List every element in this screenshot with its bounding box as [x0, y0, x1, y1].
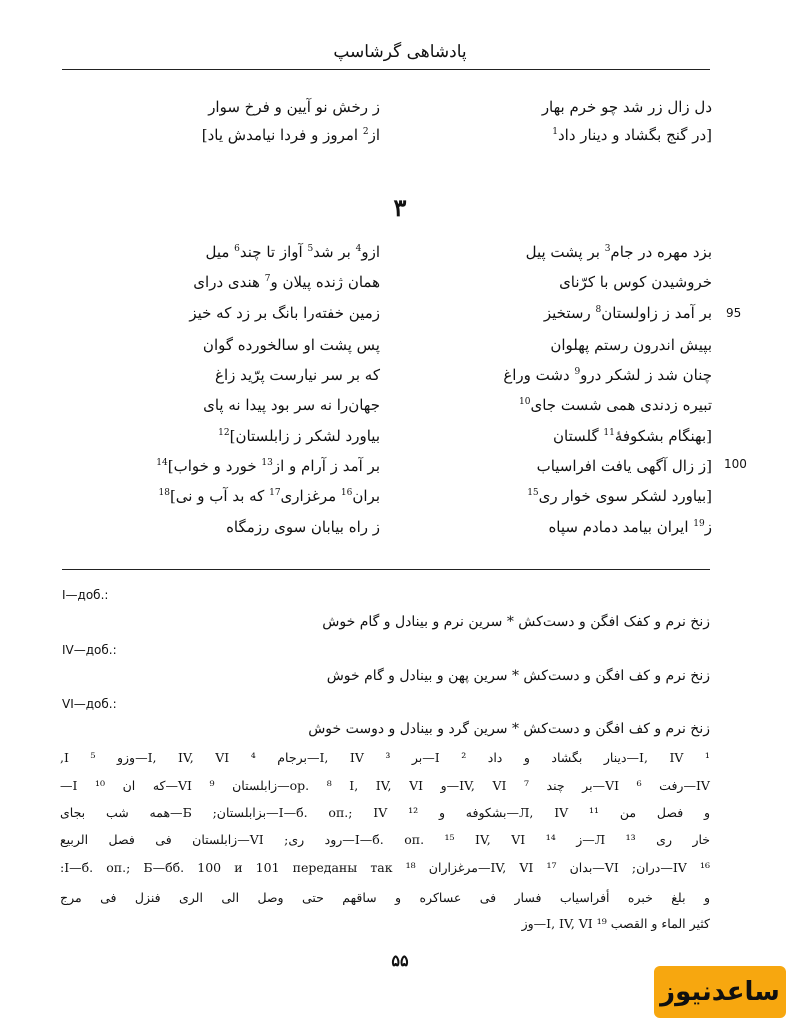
- footnote-variants-line: IV—رفت ⁶ VI—بر چند ⁷ IV, VI—و op. ⁸ I, IV, VI—زابلستان ⁹ VI—که ان ¹⁰ I—: [60, 778, 710, 793]
- footnote-variants-line: ¹ I, IV—دینار بگشاد و داد ² I—بر ³ I, IV—برجام ⁴ I, IV, VI—وزو ⁵ I,: [60, 750, 710, 765]
- verse-hemistich-right: خروشیدن کوس با کرّنای: [559, 273, 712, 291]
- verse-hemistich-left: پس پشت او سالخورده گوان: [202, 336, 380, 354]
- footnote-variants-line: و فصل من ¹¹ Л, IV—بشکوفه و ¹² I—б. оп.; IV—بزابلستان; Б—همه شب بجای: [60, 805, 711, 820]
- line-number: 95: [726, 306, 742, 320]
- watermark-logo: [654, 966, 786, 1018]
- verse-hemistich-left: همان ژنده پیلان و$^7$ هندی درای: [193, 273, 380, 291]
- verse-hemistich-left: ازو$^4$ بر شد$^5$ آواز تا چند$^6$ میل: [205, 243, 380, 261]
- section-number: ۳: [393, 193, 407, 222]
- footnote-added-verse: زنخ نرم و کف افگن و دست‌کش * سرین پهن و بینادل و گام خوش: [326, 668, 710, 684]
- verse-hemistich-right: [ز زال آگهی یافت افراسیاب: [536, 457, 712, 475]
- verse-hemistich-right: ز$^{19}$ ایران بیامد دمادم سپاه: [548, 518, 712, 536]
- verse-hemistich-right: بزد مهره در جام$^3$ بر پشت پیل: [525, 243, 712, 261]
- verse-hemistich-right: تبیره زدندی همی شست جای$^{10}$: [519, 396, 712, 414]
- page-number: ۵۵: [391, 951, 409, 970]
- verse-hemistich-left: ز راه بیابان سوی رزمگاه: [226, 518, 380, 536]
- footnote-added-verse: زنخ نرم و کفک افگن و دست‌کش * سرین نرم و بینادل و گام خوش: [322, 614, 710, 630]
- verse-hemistich-left: ز رخش نو آیین و فرخ سوار: [208, 98, 380, 116]
- footnote-added-verse: زنخ نرم و کف افگن و دست‌کش * سرین گرد و بینادل و دوست خوش: [308, 721, 710, 737]
- verse-hemistich-right: [در گنج بگشاد و دینار داد$^1$: [552, 126, 712, 144]
- verse-hemistich-right: [بیاورد لشکر سوی خوار ری$^{15}$: [527, 487, 712, 505]
- verse-hemistich-right: بپیش اندرون رستم پهلوان: [550, 336, 712, 354]
- page-header-title: پادشاهی گرشاسپ: [333, 42, 467, 62]
- verse-hemistich-left: زمین خفته‌را بانگ بر زد که خیز: [189, 304, 380, 322]
- verse-hemistich-left: بر آمد ز آرام و از$^{13}$ خورد و خواب]$^{14}$: [156, 457, 380, 475]
- verse-hemistich-left: بران$^{16}$ مرغزاری$^{17}$ که بد آب و نی]$^{18}$: [158, 487, 380, 505]
- verse-hemistich-right: [بهنگام بشکوفهٔ$^{11}$ گلستان: [552, 427, 712, 445]
- footnote-variants-line: و بلغ خبره أفراسیاب فسار فی عساکره و ساقهم حتی وصل الی الری فنزل فی مرج: [60, 890, 710, 905]
- footnote-label: VI—доб.:: [62, 697, 117, 711]
- footnote-label: IV—доб.:: [62, 643, 117, 657]
- footnote-label: I—доб.:: [62, 588, 109, 602]
- verse-hemistich-left: از$^2$ امروز و فردا نیامدش یاد]: [201, 126, 380, 144]
- footnote-variants-line: ¹⁶ IV—دران; VI—بدان ¹⁷ IV, VI—مرغزاران ¹⁸ I—б. оп.; Б—бб. 100 и 101 переданы так:: [60, 860, 710, 875]
- line-number: 100: [724, 457, 747, 471]
- verse-hemistich-right: دل زال زر شد چو خرم بهار: [541, 98, 712, 116]
- verse-hemistich-right: چنان شد ز لشکر درو$^9$ دشت وراغ: [503, 366, 712, 384]
- header-rule: [62, 69, 710, 70]
- verse-hemistich-right: بر آمد ز زاولستان$^8$ رستخیز: [543, 304, 712, 322]
- verse-hemistich-left: که بر سر نیارست پرّید زاغ: [215, 366, 380, 384]
- verse-hemistich-left: بیاورد لشکر ز زابلستان]$^{12}$: [218, 427, 380, 445]
- verse-hemistich-left: جهان‌را نه سر بود پیدا نه پای: [203, 396, 380, 414]
- footnote-variants-line: خار ری ¹³ Л—ز ¹⁴ I—б. оп. ¹⁵ IV, VI—رود ری; VI—زابلستان فی فصل الربیع: [60, 832, 711, 847]
- footnote-variants-line: کثیر الماء و القصب ¹⁹ I, IV, VI—وز: [521, 916, 710, 931]
- watermark-logo-text: ساعدنیوز: [660, 977, 780, 1007]
- footnote-rule: [62, 569, 710, 570]
